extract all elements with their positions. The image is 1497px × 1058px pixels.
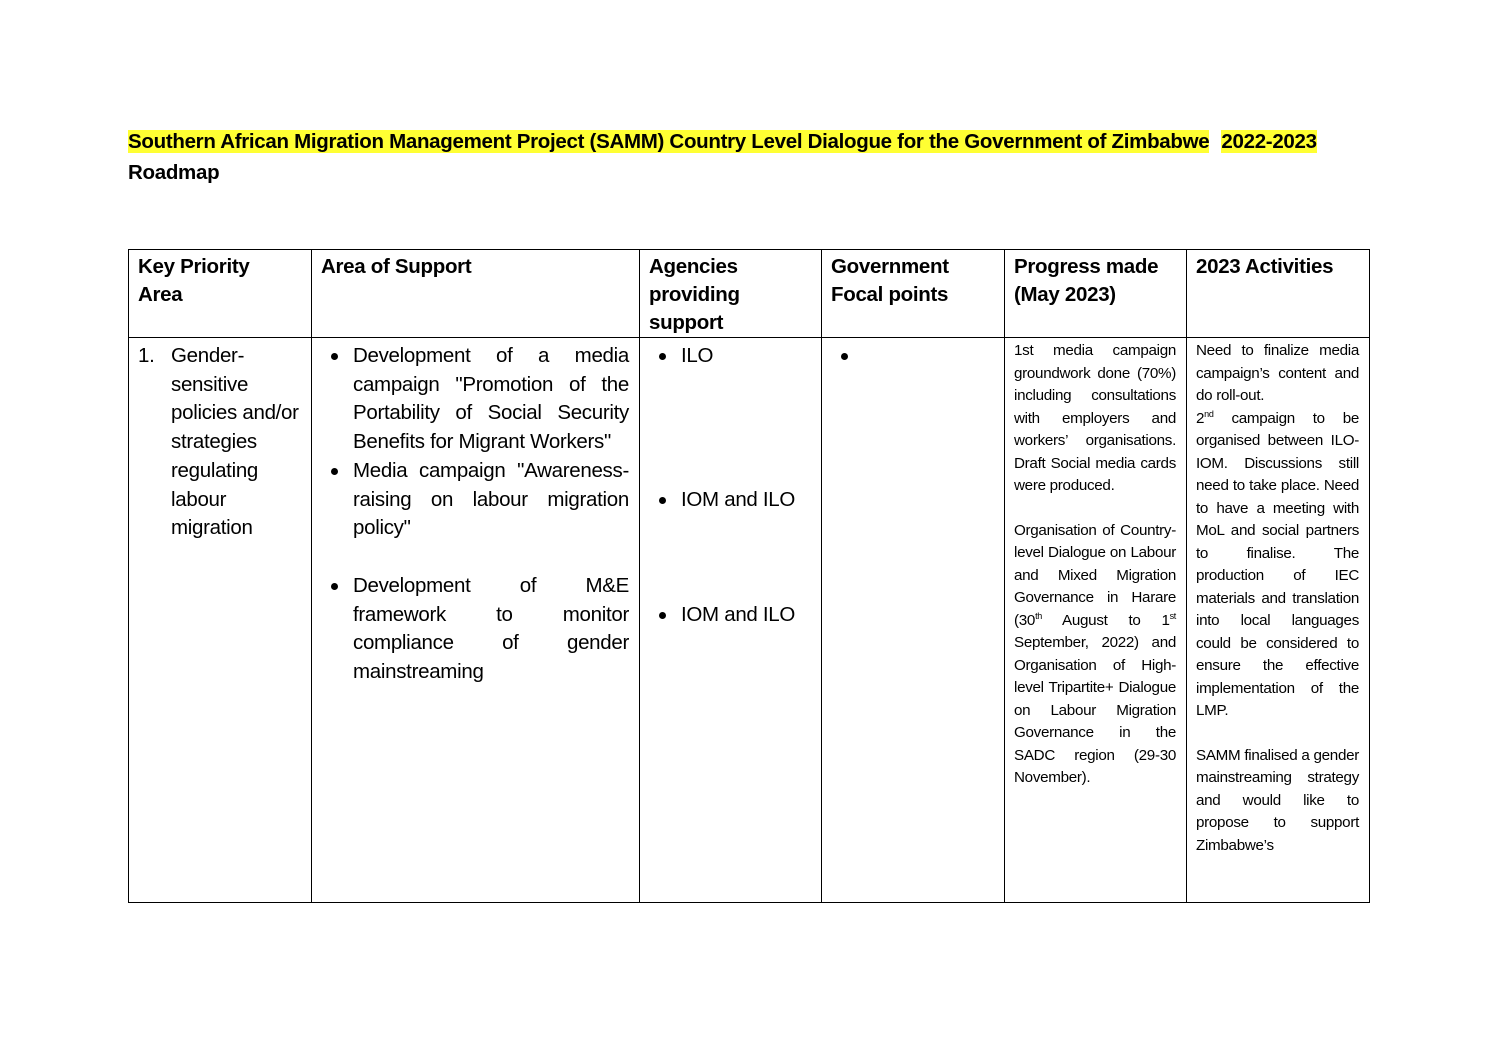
header-progress-made: Progress made (May 2023) bbox=[1005, 250, 1187, 338]
title-years: 2022-2023 bbox=[1221, 130, 1317, 153]
cell-area-of-support bbox=[312, 338, 640, 903]
support-item: Media campaign "Awareness-raising on labour migration policy" bbox=[322, 457, 629, 543]
roadmap-table bbox=[128, 249, 1370, 903]
progress-paragraph: 1st media campaign groundwork done (70%) including consultations with employers and workers’ organisations. Draft Social media cards were produced. bbox=[1014, 342, 1176, 494]
cell-key-priority bbox=[129, 338, 312, 903]
header-2023-activities: 2023 Activities bbox=[1187, 250, 1370, 338]
priority-area-text: Gender-sensitive policies and/or strategies regulating labour migration bbox=[171, 344, 299, 540]
support-item: Development of M&E framework to monitor compliance of gender mainstreaming bbox=[322, 572, 629, 687]
activity-paragraph: 2nd campaign to be organised between ILO-IOM. Discussions still need to take place. Need to have a meeting with MoL and social partners to finalise. The production of IEC materials and translation into local languages could be considered to ensure the effective implementation of the LMP. bbox=[1196, 408, 1359, 719]
agency-item: IOM and ILO bbox=[650, 601, 811, 630]
row-number: 1. bbox=[138, 344, 155, 367]
header-key-priority-area: Key Priority Area bbox=[129, 250, 312, 338]
cell-agencies bbox=[640, 338, 822, 903]
header-government-focal-points: Government Focal points bbox=[822, 250, 1005, 338]
cell-2023-activities bbox=[1187, 338, 1370, 903]
title-highlight: Southern African Migration Management Project (SAMM) Country Level Dialogue for the Government of Zimbabwe bbox=[128, 130, 1210, 153]
title-line-2: Roadmap bbox=[128, 161, 220, 184]
header-agencies: Agencies providing support bbox=[640, 250, 822, 338]
agency-item: ILO bbox=[650, 342, 811, 371]
title-line-1 bbox=[128, 126, 1317, 157]
agency-item: IOM and ILO bbox=[650, 486, 811, 515]
table-row bbox=[129, 338, 1370, 903]
activity-paragraph: Need to finalize media campaign’s content and do roll-out. bbox=[1196, 342, 1359, 404]
activity-paragraph: SAMM finalised a gender mainstreaming strategy and would like to propose to support Zimbabwe’s bbox=[1196, 746, 1359, 854]
document-title bbox=[128, 126, 1317, 188]
cell-government-focal-points bbox=[822, 338, 1005, 903]
header-area-of-support: Area of Support bbox=[312, 250, 640, 338]
support-item: Development of a media campaign "Promotion of the Portability of Social Security Benefits for Migrant Workers" bbox=[322, 342, 629, 457]
table-header-row bbox=[129, 250, 1370, 338]
bullet-icon bbox=[841, 353, 848, 360]
progress-paragraph: Organisation of Country-level Dialogue on Labour and Mixed Migration Governance in Harare (30th August to 1st September, 2022) and Organisation of High-level Tripartite+ Dialogue on Labour Migration Governance in the SADC region (29-30 November). bbox=[1014, 521, 1176, 786]
cell-progress-made bbox=[1005, 338, 1187, 903]
